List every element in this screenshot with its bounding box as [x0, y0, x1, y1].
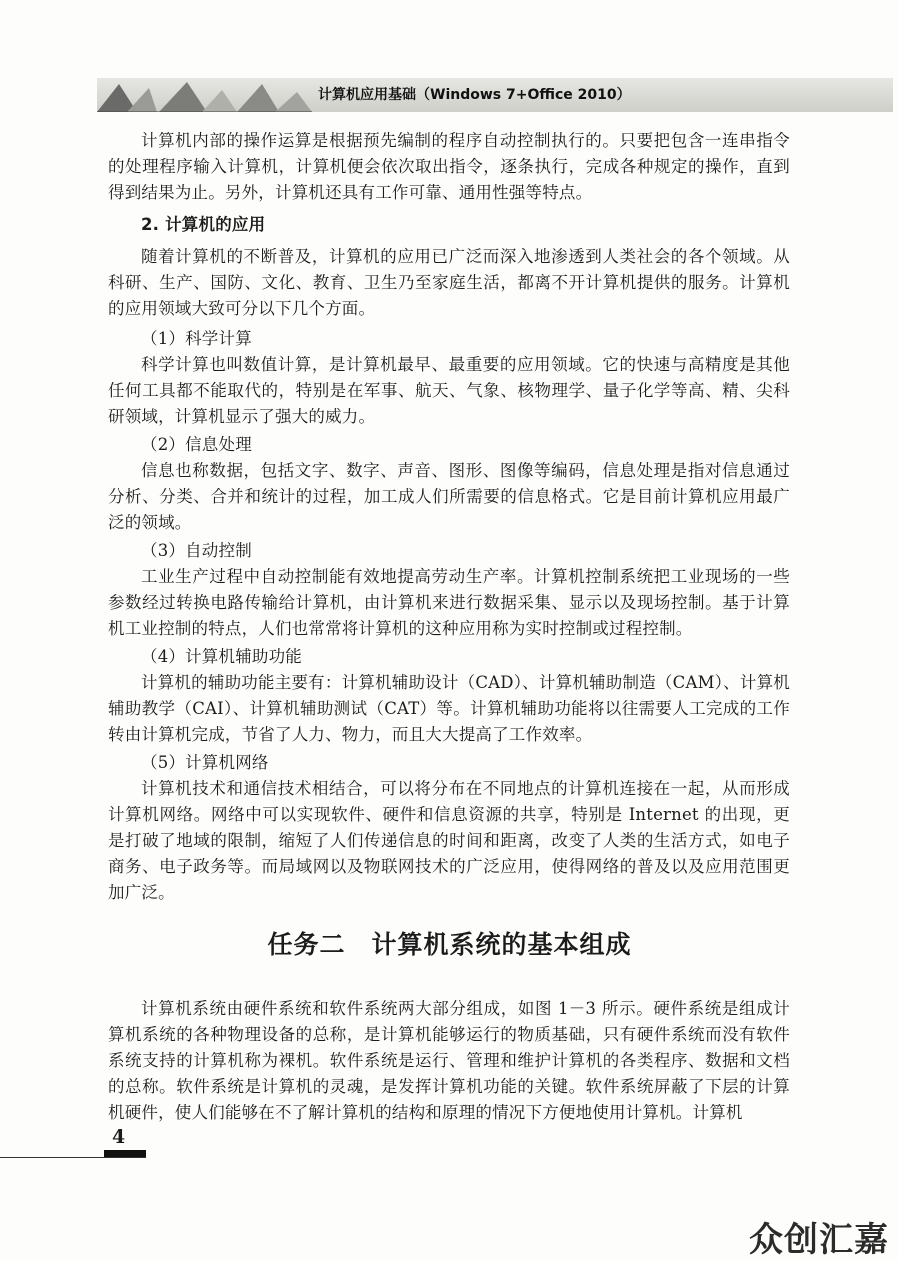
- item-title-control: （3）自动控制: [141, 541, 252, 560]
- section-paragraph: 计算机系统由硬件系统和软件系统两大部分组成，如图 1－3 所示。硬件系统是组成计算机系统的各种物理设备的总称，是计算机能够运行的物质基础，只有硬件系统而没有软件系统支持的计算机称为裸机。软件系统是运行、管理和维护计算机的各类程序、数据和文档的总称。软件系统是计算机的灵魂，是发挥计算机功能的关键。软件系统屏蔽了下层的计算机硬件，使人们能够在不了解计算机的结构和原理的情况下方便地使用计算机。计算机: [108, 999, 790, 1122]
- applications-heading: 2. 计算机的应用: [141, 215, 266, 234]
- intro-paragraph: 计算机内部的操作运算是根据预先编制的程序自动控制执行的。只要把包含一连串指令的处理程序输入计算机，计算机便会依次取出指令，逐条执行，完成各种规定的操作，直到得到结果为止。另外，计算机还具有工作可靠、通用性强等特点。: [108, 131, 790, 202]
- item-title-auxiliary: （4）计算机辅助功能: [141, 647, 302, 666]
- page-number: 4: [112, 1126, 126, 1148]
- header-decoration: [97, 78, 312, 112]
- watermark-logo: 众创汇嘉: [749, 1220, 889, 1260]
- page-footer-rule: [0, 1157, 146, 1158]
- section-title: 任务二 计算机系统的基本组成: [267, 930, 632, 959]
- item-text-auxiliary: 计算机的辅助功能主要有：计算机辅助设计（CAD）、计算机辅助制造（CAM）、计算机辅助教学（CAI）、计算机辅助测试（CAT）等。计算机辅助功能将以往需要人工完成的工作转由计算机完成，节省了人力、物力，而且大大提高了工作效率。: [108, 673, 790, 744]
- item-text-control: 工业生产过程中自动控制能有效地提高劳动生产率。计算机控制系统把工业现场的一些参数经过转换电路传输给计算机，由计算机来进行数据采集、显示以及现场控制。基于计算机工业控制的特点，人们也常常将计算机的这种应用称为实时控制或过程控制。: [108, 567, 790, 638]
- item-text-scientific: 科学计算也叫数值计算，是计算机最早、最重要的应用领域。它的快速与高精度是其他任何工具都不能取代的，特别是在军事、航天、气象、核物理学、量子化学等高、精、尖科研领域，计算机显示了强大的威力。: [108, 355, 790, 426]
- intro-block: [108, 128, 790, 906]
- item-text-information: 信息也称数据，包括文字、数字、声音、图形、图像等编码，信息处理是指对信息通过分析、分类、合并和统计的过程，加工成人们所需要的信息格式。它是目前计算机应用最广泛的领域。: [108, 461, 790, 532]
- item-title-information: （2）信息处理: [141, 435, 252, 454]
- item-title-scientific: （1）科学计算: [141, 329, 252, 348]
- item-text-network: 计算机技术和通信技术相结合，可以将分布在不同地点的计算机连接在一起，从而形成计算机网络。网络中可以实现软件、硬件和信息资源的共享，特别是 Internet 的出现，更是打破了地域的限制，缩短了人们传递信息的时间和距离，改变了人类的生活方式，如电子商务、电子政务等。而局域网以及物联网技术的广泛应用，使得网络的普及以及应用范围更加广泛。: [108, 779, 790, 902]
- applications-intro: 随着计算机的不断普及，计算机的应用已广泛而深入地渗透到人类社会的各个领域。从科研、生产、国防、文化、教育、卫生乃至家庭生活，都离不开计算机提供的服务。计算机的应用领域大致可分以下几个方面。: [108, 247, 790, 318]
- section-block: [108, 996, 790, 1126]
- item-title-network: （5）计算机网络: [141, 753, 269, 772]
- running-header-title: 计算机应用基础（Windows 7+Office 2010）: [318, 87, 631, 103]
